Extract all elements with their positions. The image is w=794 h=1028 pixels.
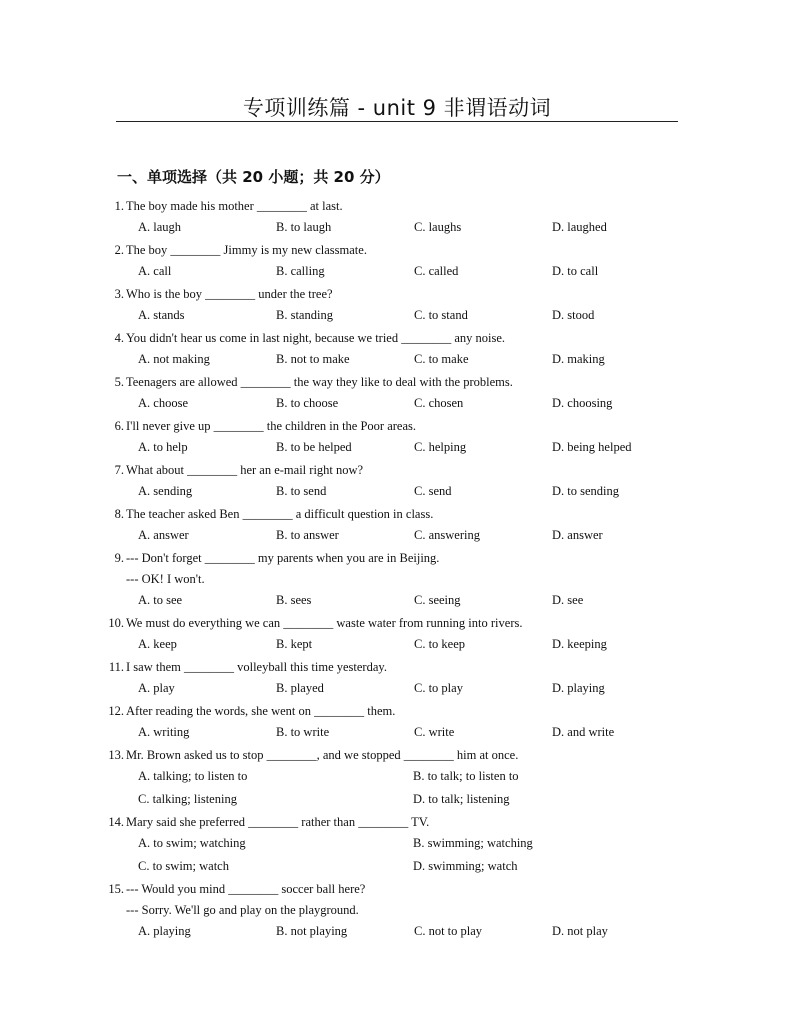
option-a: A. playing [138, 924, 191, 938]
question-text: Teenagers are allowed ________ the way they like to deal with the problems. [126, 375, 513, 389]
option-b: B. to send [276, 484, 327, 498]
question-stem [0, 812, 794, 833]
option-b: B. to write [276, 725, 330, 739]
option-d: D. keeping [552, 637, 607, 651]
options-row [0, 921, 794, 944]
question-text: Who is the boy ________ under the tree? [126, 287, 333, 301]
options-row [0, 393, 794, 416]
option-c: C. to swim; watch [138, 859, 229, 873]
question-item [0, 284, 794, 328]
question-text: You didn't hear us come in last night, because we tried ________ any noise. [126, 331, 506, 345]
options-row [0, 305, 794, 328]
question-stem [0, 613, 794, 634]
option-a: A. answer [138, 528, 189, 542]
question-item [0, 657, 794, 701]
option-c: C. chosen [414, 396, 464, 410]
option-a: A. stands [138, 308, 185, 322]
option-b: B. sees [276, 593, 312, 607]
option-d: D. playing [552, 681, 605, 695]
question-text: I'll never give up ________ the children in the Poor areas. [126, 419, 417, 433]
option-b: B. to talk; to listen to [413, 769, 519, 783]
option-a: A. to see [138, 593, 183, 607]
question-stem [0, 504, 794, 525]
options-row [0, 634, 794, 657]
title-underline [116, 121, 678, 122]
question-stem [0, 240, 794, 261]
option-a: A. talking; to listen to [138, 769, 248, 783]
question-number: 9. [114, 551, 124, 565]
option-d: D. not play [552, 924, 608, 938]
option-a: A. not making [138, 352, 210, 366]
options-row [0, 349, 794, 372]
question-stem [0, 416, 794, 437]
options-row [0, 590, 794, 613]
question-text: What about ________ her an e-mail right now? [126, 463, 364, 477]
question-text: The boy made his mother ________ at last. [126, 199, 343, 213]
option-c: C. to play [414, 681, 463, 695]
question-text: Mr. Brown asked us to stop ________, and we stopped ________ him at once. [126, 748, 519, 762]
question-number: 2. [114, 243, 124, 257]
question-text: We must do everything we can ________ waste water from running into rivers. [126, 616, 523, 630]
option-c: C. seeing [414, 593, 461, 607]
option-b: B. to be helped [276, 440, 352, 454]
option-d: D. and write [552, 725, 615, 739]
question-dialogue-line: --- Sorry. We'll go and play on the playground. [126, 903, 359, 917]
options-row [0, 481, 794, 504]
question-text: The boy ________ Jimmy is my new classmate. [126, 243, 367, 257]
option-d: D. being helped [552, 440, 632, 454]
option-a: A. play [138, 681, 175, 695]
question-item [0, 812, 794, 879]
option-c: C. talking; listening [138, 792, 237, 806]
question-stem [0, 372, 794, 393]
option-b: B. calling [276, 264, 325, 278]
options-row [0, 525, 794, 548]
option-b: B. kept [276, 637, 313, 651]
option-b: B. played [276, 681, 324, 695]
option-d: D. making [552, 352, 605, 366]
option-a: A. sending [138, 484, 193, 498]
option-c: C. helping [414, 440, 467, 454]
question-item [0, 613, 794, 657]
option-b: B. to answer [276, 528, 339, 542]
document-title: 专项训练篇 - unit 9 非谓语动词 [242, 96, 552, 120]
question-item [0, 701, 794, 745]
question-number: 10. [108, 616, 124, 630]
option-c: C. answering [414, 528, 480, 542]
option-d: D. laughed [552, 220, 607, 234]
options-row [0, 833, 794, 856]
option-a: A. choose [138, 396, 188, 410]
question-stem [0, 701, 794, 722]
option-a: A. to swim; watching [138, 836, 246, 850]
option-d: D. stood [552, 308, 595, 322]
option-c: C. called [414, 264, 459, 278]
question-number: 8. [114, 507, 124, 521]
question-number: 7. [114, 463, 124, 477]
question-item [0, 196, 794, 240]
option-a: A. laugh [138, 220, 182, 234]
question-stem [0, 879, 794, 900]
question-stem [0, 657, 794, 678]
option-a: A. writing [138, 725, 190, 739]
options-row [0, 789, 794, 812]
question-item [0, 548, 794, 613]
question-dialogue-line: --- OK! I won't. [126, 572, 205, 586]
question-text: I saw them ________ volleyball this time yesterday. [126, 660, 387, 674]
option-a: A. keep [138, 637, 177, 651]
question-item [0, 240, 794, 284]
question-item [0, 745, 794, 812]
section-heading: 一、单项选择（共 20 小题；共 20 分） [117, 168, 390, 186]
option-c: C. to keep [414, 637, 466, 651]
option-b: B. not playing [276, 924, 348, 938]
question-text: --- Would you mind ________ soccer ball here? [126, 882, 366, 896]
options-row [0, 722, 794, 745]
question-stem [0, 460, 794, 481]
option-d: D. see [552, 593, 584, 607]
option-b: B. to laugh [276, 220, 332, 234]
options-row [0, 856, 794, 879]
option-b: B. to choose [276, 396, 339, 410]
question-item [0, 504, 794, 548]
question-item [0, 879, 794, 944]
option-b: B. not to make [276, 352, 350, 366]
option-b: B. swimming; watching [413, 836, 533, 850]
question-text: Mary said she preferred ________ rather than ________ TV. [126, 815, 430, 829]
option-a: A. to help [138, 440, 188, 454]
question-number: 1. [114, 199, 124, 213]
question-number: 15. [108, 882, 124, 896]
options-row [0, 678, 794, 701]
option-b: B. standing [276, 308, 333, 322]
question-stem [0, 328, 794, 349]
option-d: D. to call [552, 264, 599, 278]
question-item [0, 416, 794, 460]
question-stem [0, 548, 794, 569]
question-number: 12. [108, 704, 124, 718]
question-number: 14. [108, 815, 124, 829]
question-stem [0, 284, 794, 305]
option-c: C. to make [414, 352, 469, 366]
question-item [0, 328, 794, 372]
option-c: C. laughs [414, 220, 462, 234]
question-number: 11. [108, 660, 124, 674]
question-list [0, 196, 794, 944]
question-text: The teacher asked Ben ________ a difficult question in class. [126, 507, 434, 521]
option-c: C. not to play [414, 924, 483, 938]
options-row [0, 437, 794, 460]
question-item [0, 460, 794, 504]
option-d: D. choosing [552, 396, 613, 410]
option-c: C. write [414, 725, 455, 739]
question-text: After reading the words, she went on ________ them. [126, 704, 396, 718]
options-row [0, 766, 794, 789]
option-c: C. to stand [414, 308, 468, 322]
question-number: 13. [108, 748, 124, 762]
option-d: D. to sending [552, 484, 620, 498]
option-d: D. answer [552, 528, 603, 542]
options-row [0, 217, 794, 240]
question-text: --- Don't forget ________ my parents when you are in Beijing. [126, 551, 440, 565]
question-stem [0, 196, 794, 217]
options-row [0, 261, 794, 284]
question-stem [0, 745, 794, 766]
option-d: D. to talk; listening [413, 792, 510, 806]
option-c: C. send [414, 484, 452, 498]
question-number: 4. [114, 331, 124, 345]
question-item [0, 372, 794, 416]
question-number: 3. [114, 287, 124, 301]
question-number: 6. [114, 419, 124, 433]
option-a: A. call [138, 264, 172, 278]
option-d: D. swimming; watch [413, 859, 518, 873]
question-number: 5. [114, 375, 124, 389]
